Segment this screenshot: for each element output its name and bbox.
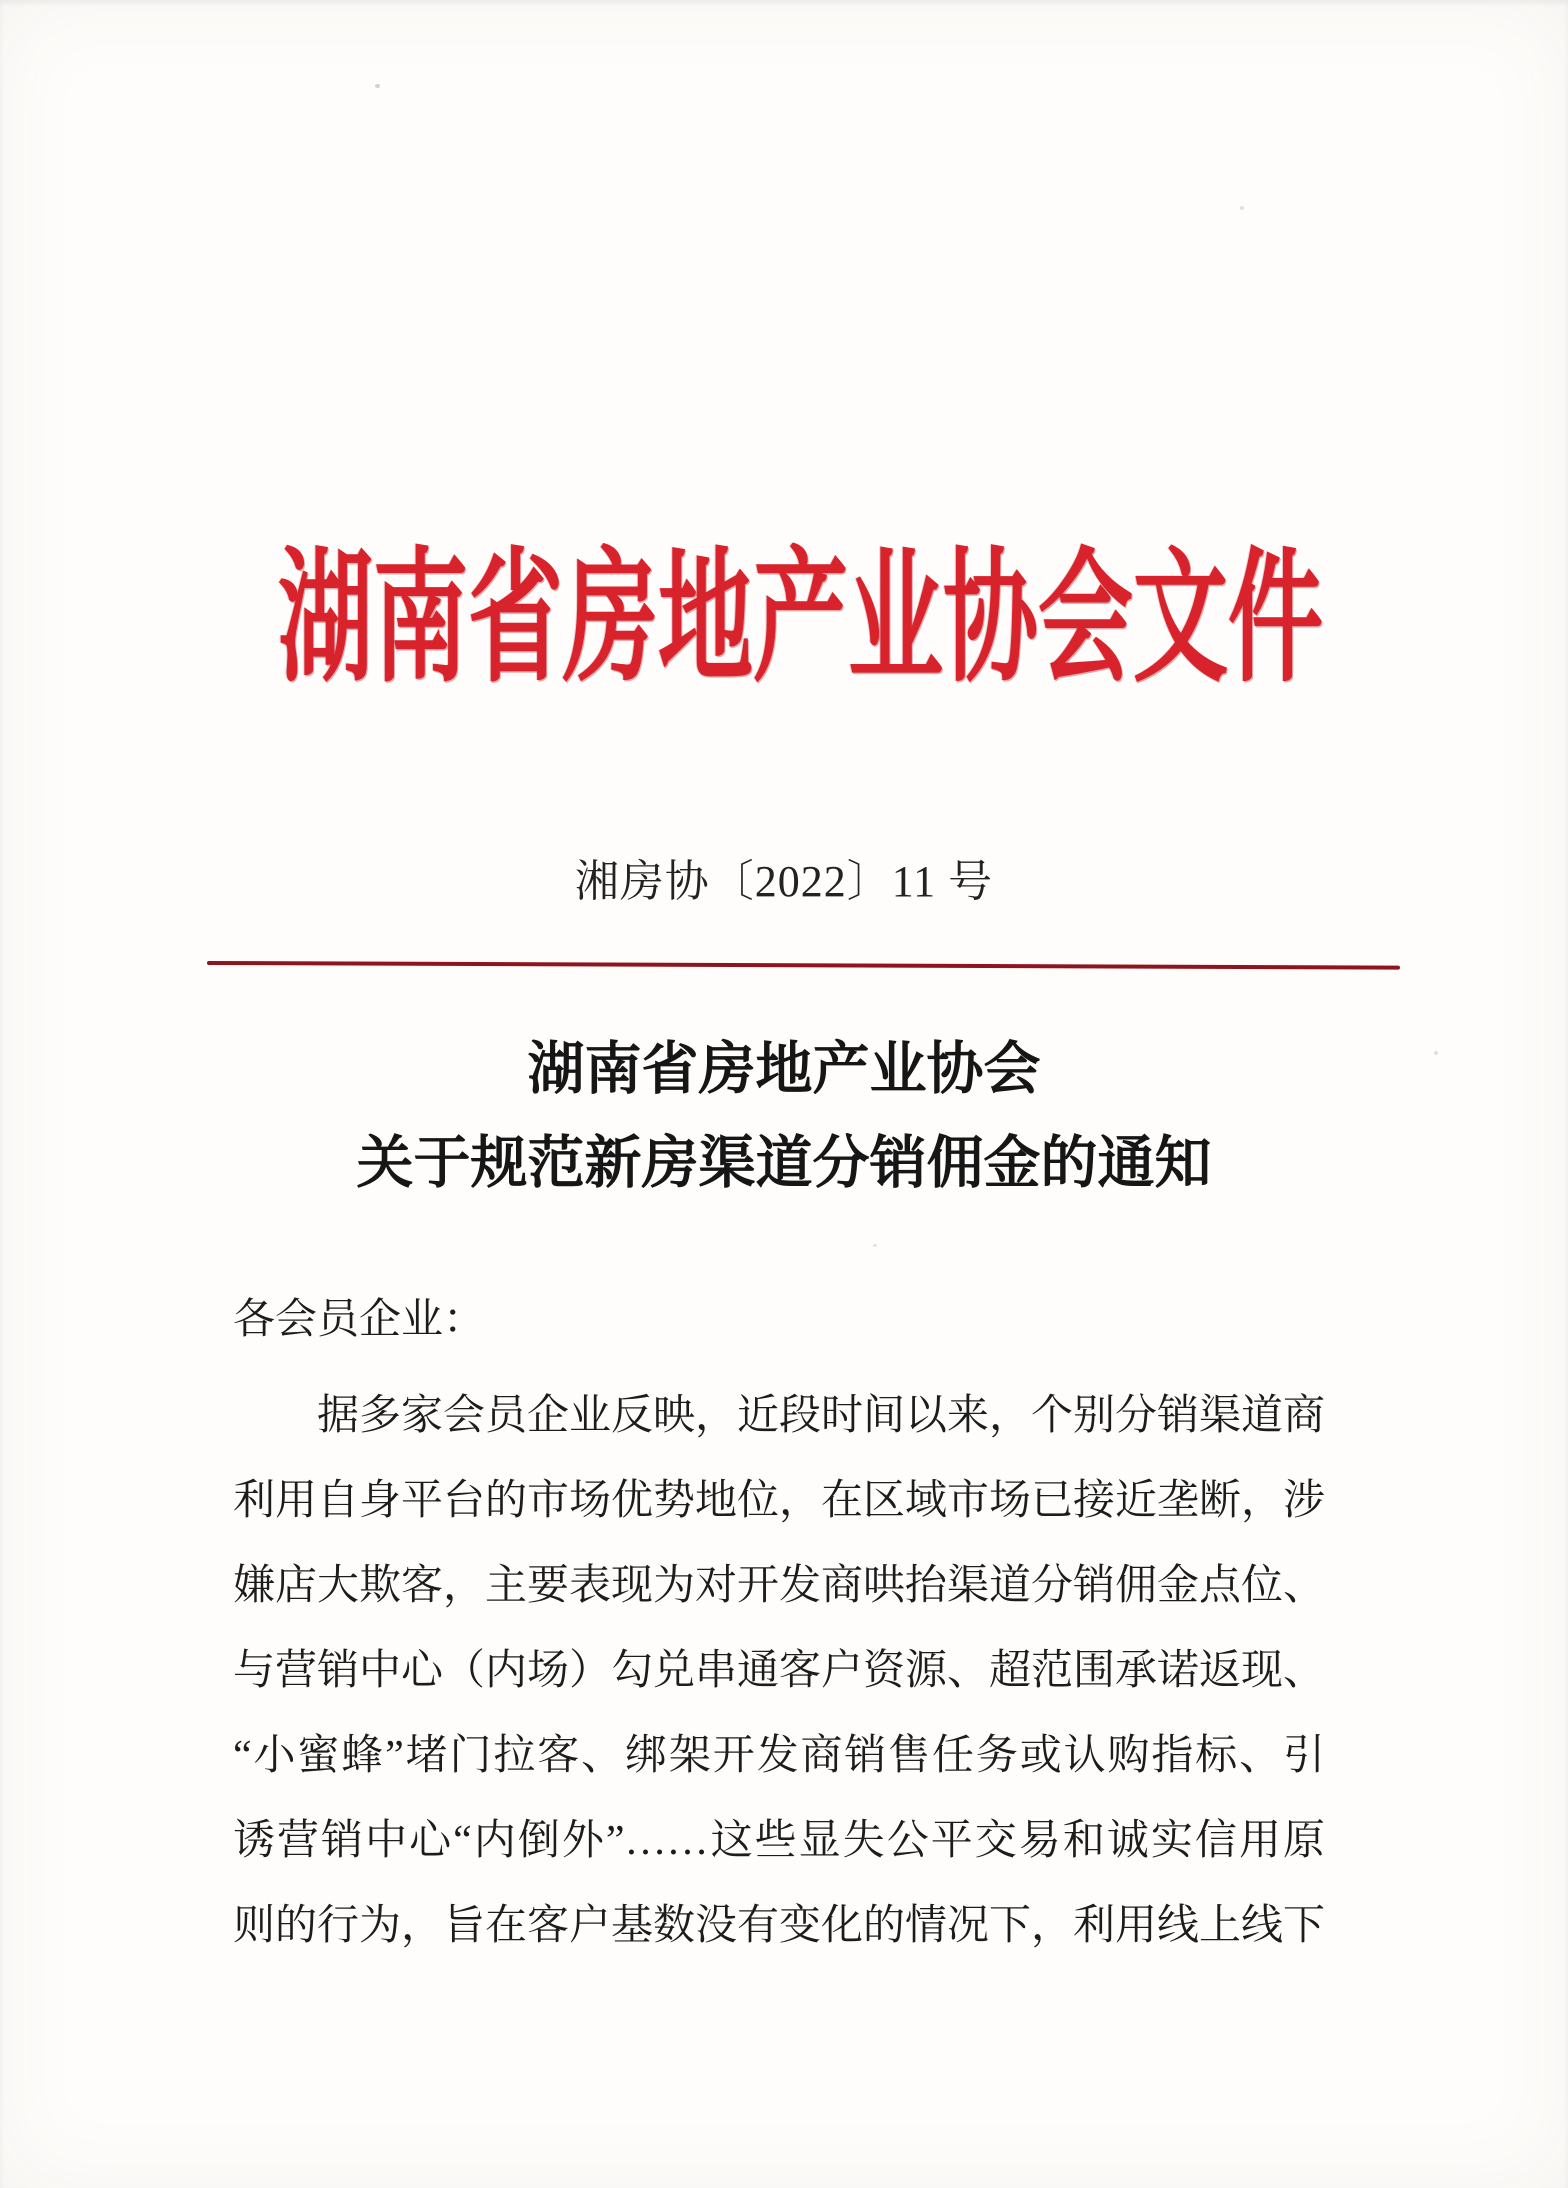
- scan-speck: [1240, 206, 1244, 210]
- document-number: 湘房协〔2022〕11 号: [574, 857, 994, 906]
- body-line: 与营销中心（内场）勾兑串通客户资源、超范围承诺返现、: [233, 1648, 1326, 1694]
- scan-speck: [873, 1244, 877, 1247]
- body-line: “小蜜蜂”堵门拉客、绑架开发商销售任务或认购指标、引: [233, 1733, 1325, 1779]
- salutation: 各会员企业：: [233, 1297, 486, 1343]
- scan-speck: [375, 84, 380, 88]
- body-line: 嫌店大欺客，主要表现为对开发商哄抬渠道分销佣金点位、: [233, 1563, 1326, 1609]
- body-line: 则的行为，旨在客户基数没有变化的情况下，利用线上线下: [233, 1903, 1326, 1949]
- document-title-line-2: 关于规范新房渠道分销佣金的通知: [356, 1132, 1212, 1195]
- body-line: 据多家会员企业反映，近段时间以来，个别分销渠道商: [233, 1393, 1326, 1439]
- body-paragraph: [233, 1374, 1325, 1969]
- red-divider-line: [207, 961, 1400, 969]
- masthead-title: 湖南省房地产业协会文件: [278, 538, 1324, 700]
- body-line: 诱营销中心“内倒外”……这些显失公平交易和诚实信用原: [233, 1818, 1325, 1864]
- document-title-line-1: 湖南省房地产业协会: [527, 1038, 1041, 1101]
- body-line: 利用自身平台的市场优势地位，在区域市场已接近垄断，涉: [233, 1478, 1326, 1524]
